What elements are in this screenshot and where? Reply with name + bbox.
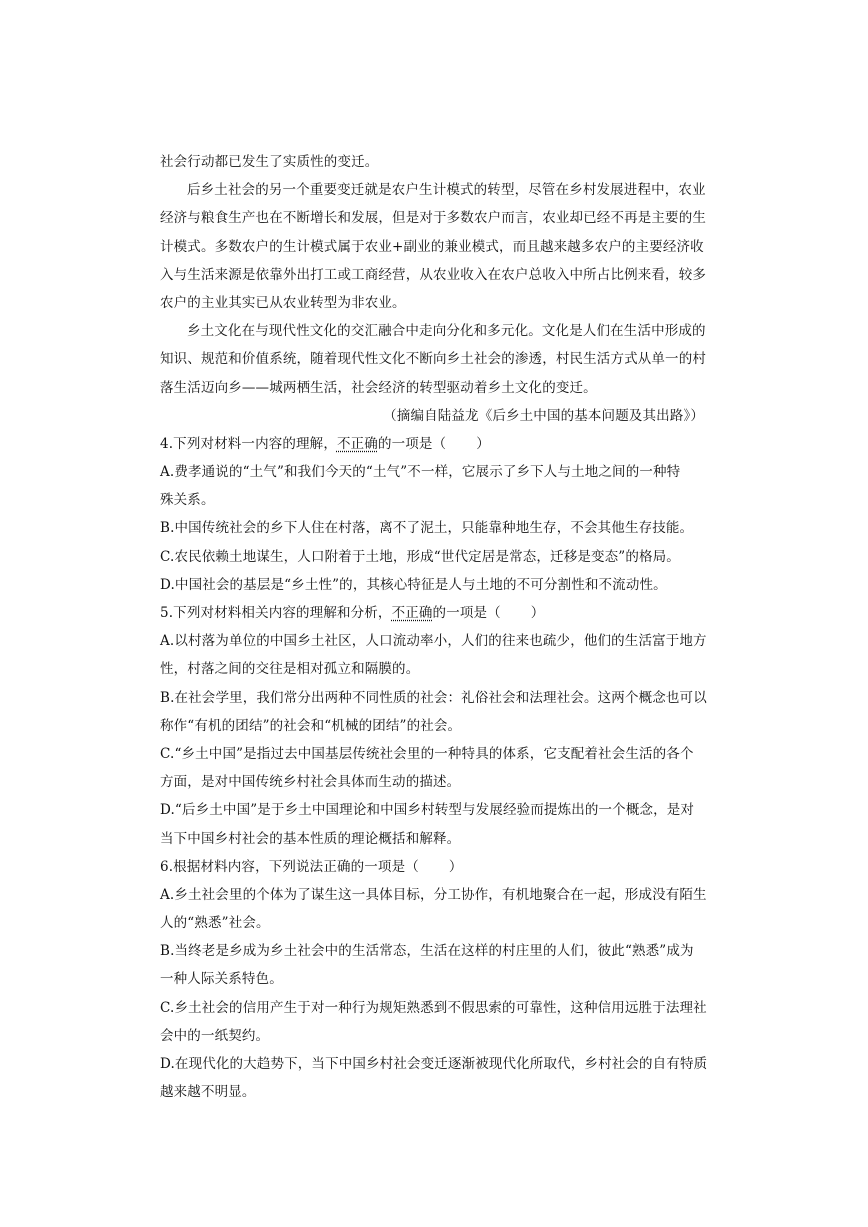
question-5-option-line: A.以村落为单位的中国乡土社区，人口流动率小，人们的往来也疏少，他们的生活富于地方 xyxy=(160,633,707,650)
question-stem-text: 的一项是（ xyxy=(377,435,447,452)
question-6-option-line: 越来越不明显。 xyxy=(160,1084,256,1101)
question-4-stem xyxy=(160,430,712,458)
question-5-option-line: 称作“有机的团结”的社会和“机械的团结”的社会。 xyxy=(160,717,462,734)
question-stem-close: ） xyxy=(530,605,545,621)
question-6-option-line: A.乡土社会里的个体为了谋生这一具体目标，分工协作，有机地聚合在一起，形成没有陌生 xyxy=(160,886,707,903)
passage-line: 落生活迈向乡——城两栖生活，社会经济的转型驱动着乡土文化的变迁。 xyxy=(160,379,597,396)
question-negation: 不正确 xyxy=(391,605,433,621)
question-5-option-line: 当下中国乡村社会的基本性质的理论概括和解释。 xyxy=(160,830,461,847)
passage-line: 农户的主业其实已从农业转型为非农业。 xyxy=(160,294,406,311)
question-6-stem xyxy=(160,853,712,881)
question-stem-close: ） xyxy=(476,435,490,452)
question-5-option-line: D.“后乡土中国”是于乡土中国理论和中国乡村转型与发展经验而提炼出的一个概念，是对 xyxy=(160,802,695,819)
passage-line: 经济与粮食生产也在不断增长和发展，但是对于多数农户而言，农业却已经不再是主要的生 xyxy=(160,210,706,227)
question-6-option-line: C.乡土社会的信用产生于对一种行为规矩熟悉到不假思索的可靠性，这种信用远胜于法理社 xyxy=(160,999,707,1016)
question-5-option-line: 方面，是对中国传统乡村社会具体而生动的描述。 xyxy=(160,774,461,791)
question-5-option-line: B.在社会学里，我们常分出两种不同性质的社会：礼俗社会和法理社会。这两个概念也可以 xyxy=(160,689,707,706)
question-6-option-line: D.在现代化的大趋势下，当下中国乡村社会变迁逐渐被现代化所取代，乡村社会的自有特质 xyxy=(160,1056,708,1072)
question-stem-text: 的一项是（ xyxy=(432,605,501,621)
question-6-option-line: 会中的一纸契约。 xyxy=(160,1027,270,1044)
exam-content xyxy=(160,148,712,1106)
question-stem-text: 5.下列对材料相关内容的理解和分析， xyxy=(160,605,392,621)
question-6-option-line: B.当终老是乡成为乡土社会中的生活常态，生活在这样的村庄里的人们，彼此“熟悉”成为 xyxy=(160,943,694,960)
question-5-option-line: 性，村落之间的交往是相对孤立和隔膜的。 xyxy=(160,661,420,678)
passage-line: 入与生活来源是依靠外出打工或工商经营，从农业收入在农户总收入中所占比例来看，较多 xyxy=(160,266,706,283)
question-6-option-line: 一种人际关系特色。 xyxy=(160,971,283,988)
question-6-option-line: 人的“熟悉”社会。 xyxy=(160,915,270,932)
question-4-option-line: B.中国传统社会的乡下人住在村落，离不了泥土，只能靠种地生存，不会其他生存技能。 xyxy=(160,520,694,537)
question-4-option-line: D.中国社会的基层是“乡土性”的，其核心特征是人与土地的不可分割性和不流动性。 xyxy=(160,576,667,593)
passage-source: （摘编自陆益龙《后乡土中国的基本问题及其出路》） xyxy=(383,407,704,424)
question-stem-text: 6.根据材料内容，下列说法正确的一项是（ xyxy=(160,858,419,875)
passage-line: 计模式。多数农户的生计模式属于农业+副业的兼业模式，而且越来越多农户的主要经济收 xyxy=(160,238,704,255)
question-4-option-line: C.农民依赖土地谋生，人口附着于土地，形成“世代定居是常态，迁移是变态”的格局。 xyxy=(160,548,680,565)
question-stem-close: ） xyxy=(448,858,463,875)
passage-line: 知识、规范和价值系统，随着现代性文化不断向乡土社会的渗透，村民生活方式从单一的村 xyxy=(160,351,706,368)
passage-line: 社会行动都已发生了实质性的变迁。 xyxy=(160,154,379,170)
passage-line: 后乡土社会的另一个重要变迁就是农户生计模式的转型，尽管在乡村发展进程中，农业 xyxy=(187,182,706,199)
question-5-stem xyxy=(160,599,712,627)
question-4-option-line: 殊关系。 xyxy=(160,492,215,509)
question-stem-text: 4.下列对材料一内容的理解， xyxy=(160,435,337,452)
question-negation: 不正确 xyxy=(336,435,378,452)
question-4-option-line: A.费孝通说的“土气”和我们今天的“土气”不一样，它展示了乡下人与土地之间的一种特 xyxy=(160,464,681,481)
passage-line: 乡土文化在与现代性文化的交汇融合中走向分化和多元化。文化是人们在生活中形成的 xyxy=(187,323,706,340)
question-5-option-line: C.“乡土中国”是指过去中国基层传统社会里的一种特具的体系，它支配着社会生活的各个 xyxy=(160,745,694,762)
